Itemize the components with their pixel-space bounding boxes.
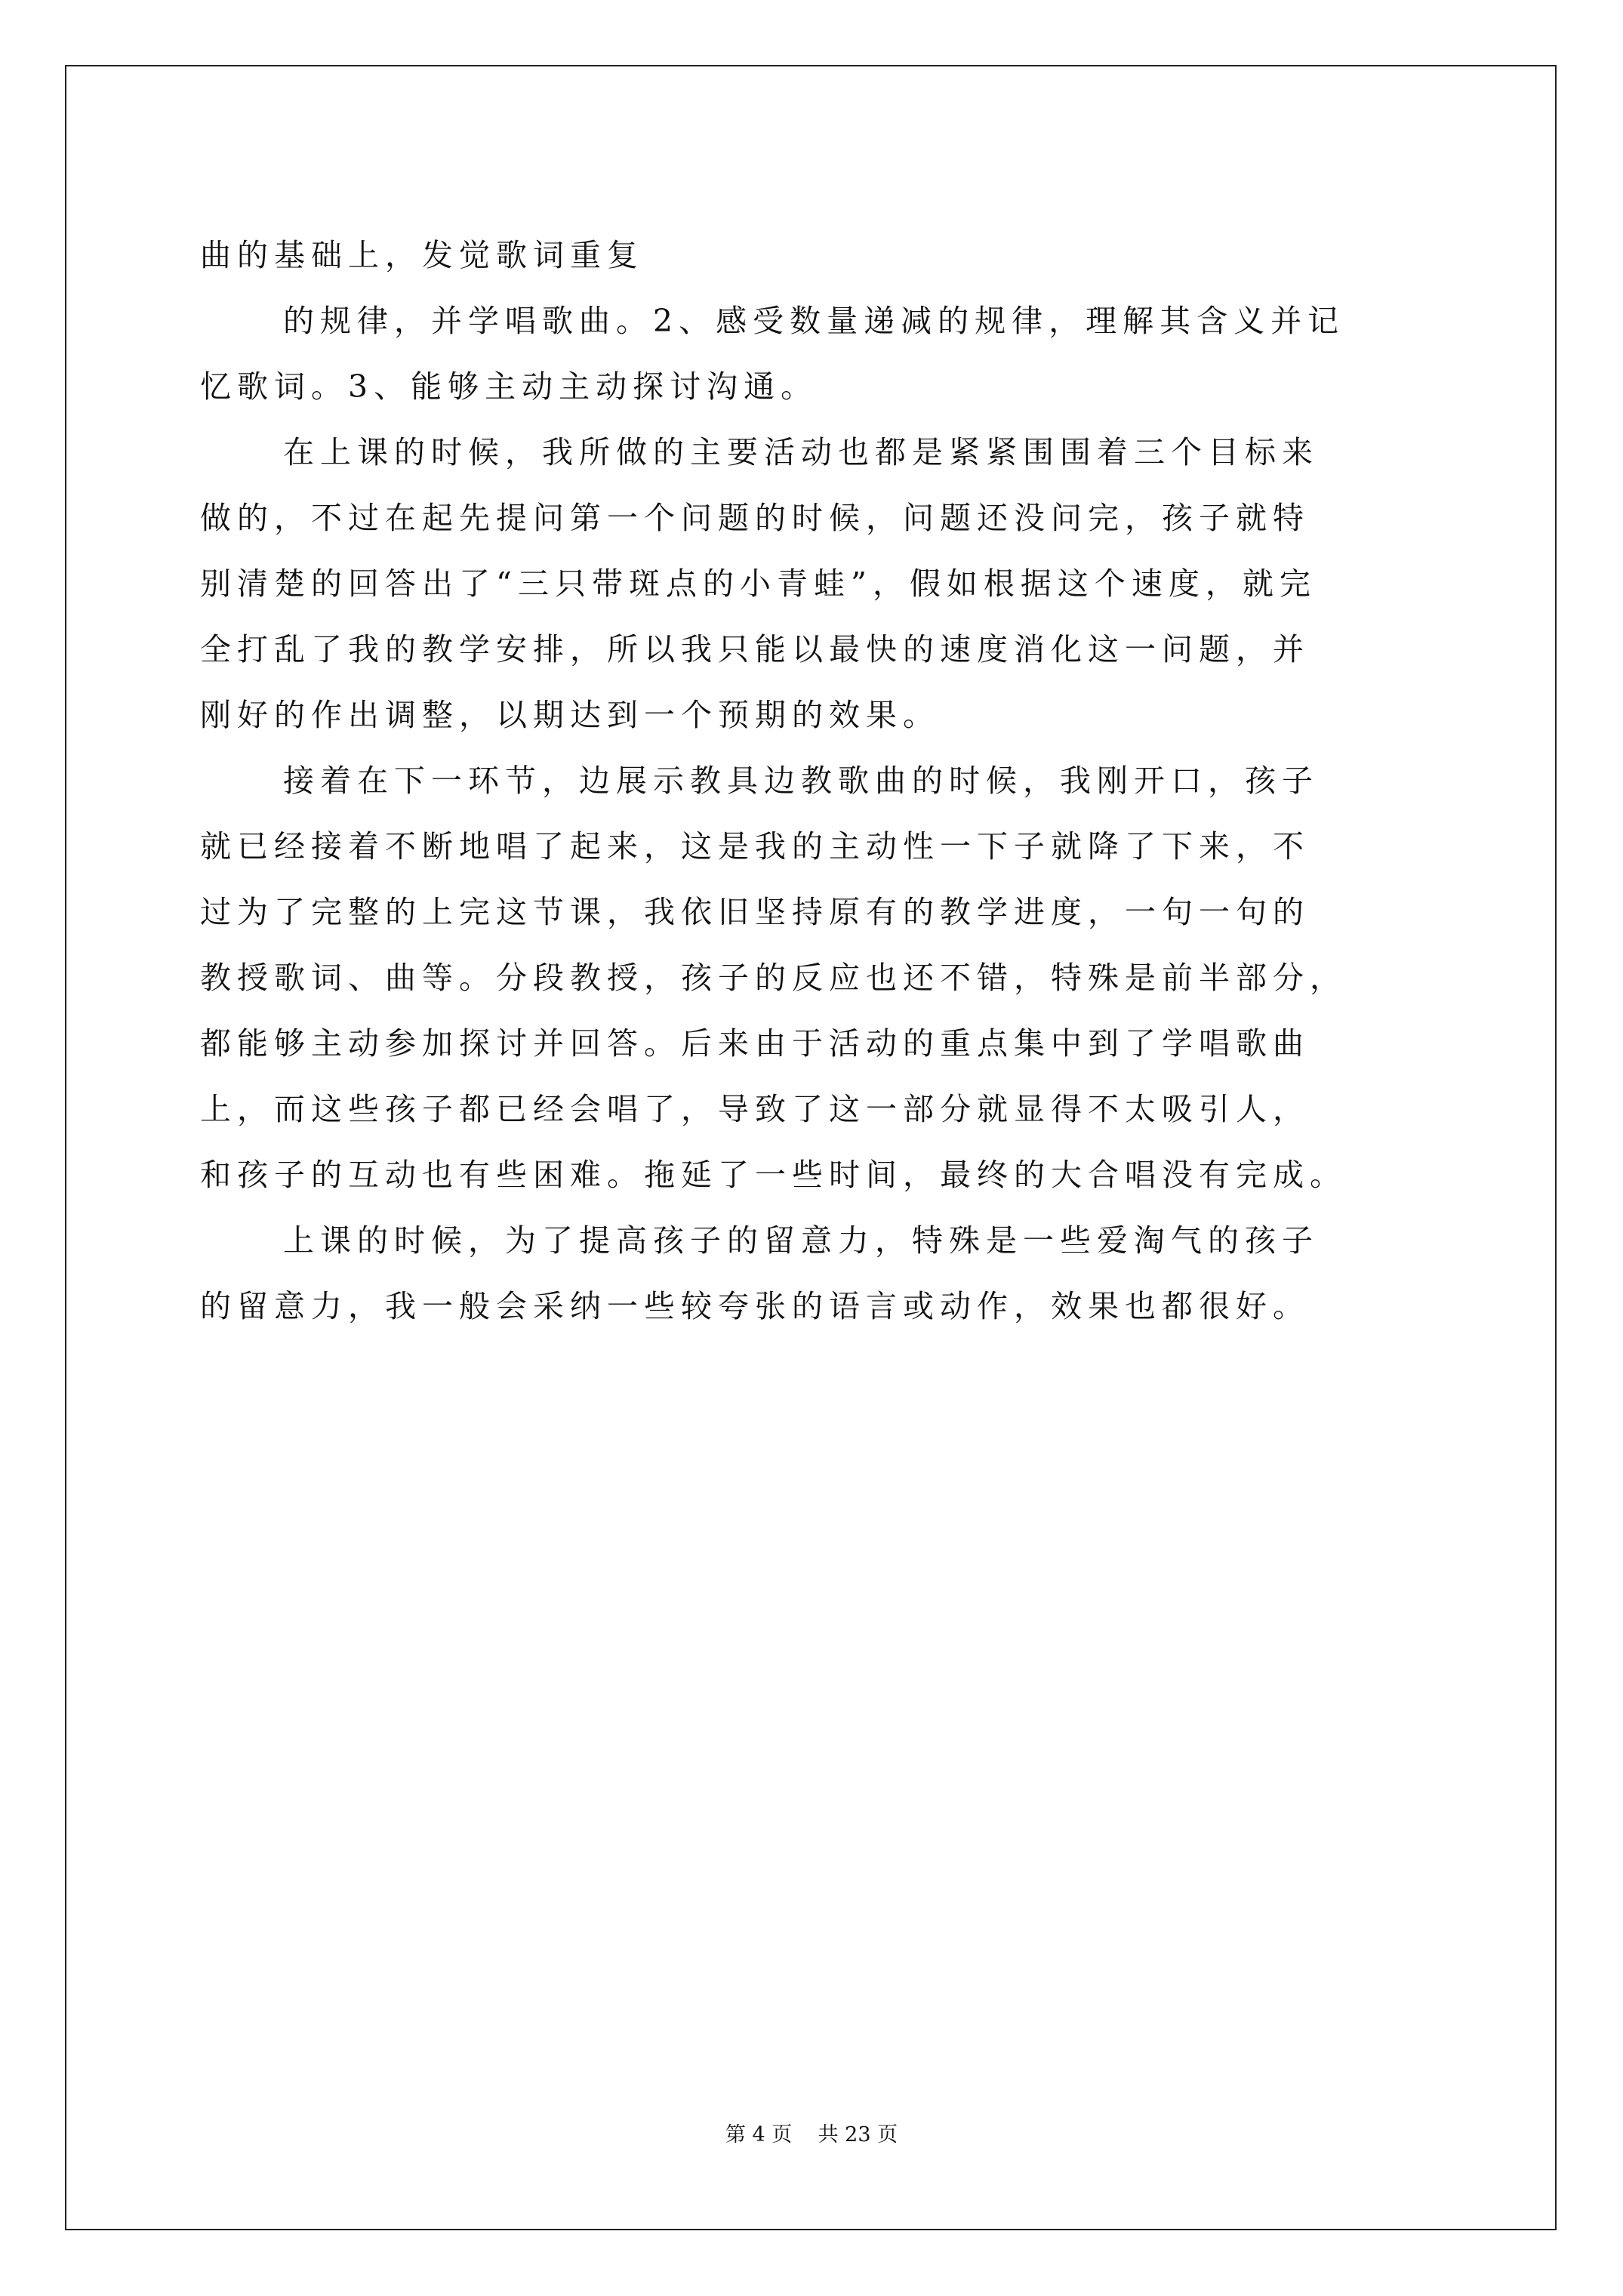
text-line-15: 和孩子的互动也有些困难。拖延了一些时间，最终的大合唱没有完成。 bbox=[200, 1157, 1347, 1193]
page-number-footer: 第 4 页 共 23 页 bbox=[725, 2123, 898, 2147]
text-line-7: 全打乱了我的教学安排，所以我只能以最快的速度消化这一问题，并 bbox=[200, 631, 1310, 667]
text-line-14: 上，而这些孩子都已经会唱了，导致了这一部分就显得不太吸引人， bbox=[200, 1091, 1310, 1127]
text-line-1: 曲的基础上，发觉歌词重复 bbox=[200, 237, 644, 273]
text-line-11: 过为了完整的上完这节课，我依旧坚持原有的教学进度，一句一句的 bbox=[200, 894, 1310, 930]
text-line-9: 接着在下一环节，边展示教具边教歌曲的时候，我刚开口，孩子 bbox=[283, 763, 1319, 799]
text-line-16: 上课的时候，为了提高孩子的留意力，特殊是一些爱淘气的孩子 bbox=[283, 1222, 1319, 1259]
text-line-17: 的留意力，我一般会采纳一些较夸张的语言或动作，效果也都很好。 bbox=[200, 1288, 1310, 1324]
text-line-10: 就已经接着不断地唱了起来，这是我的主动性一下子就降了下来，不 bbox=[200, 828, 1310, 864]
text-line-8: 刚好的作出调整，以期达到一个预期的效果。 bbox=[200, 697, 940, 733]
text-line-13: 都能够主动参加探讨并回答。后来由于活动的重点集中到了学唱歌曲 bbox=[200, 1025, 1310, 1062]
text-line-6: 别清楚的回答出了“三只带斑点的小青蛙”，假如根据这个速度，就完 bbox=[200, 566, 1317, 602]
text-line-4: 在上课的时候，我所做的主要活动也都是紧紧围围着三个目标来 bbox=[283, 434, 1319, 470]
text-line-3: 忆歌词。3、能够主动主动探讨沟通。 bbox=[200, 368, 818, 405]
text-line-5: 做的，不过在起先提问第一个问题的时候，问题还没问完，孩子就特 bbox=[200, 500, 1310, 536]
text-line-12: 教授歌词、曲等。分段教授，孩子的反应也还不错，特殊是前半部分， bbox=[200, 960, 1347, 996]
text-line-2: 的规律，并学唱歌曲。2、感受数量递减的规律，理解其含义并记 bbox=[283, 303, 1345, 339]
